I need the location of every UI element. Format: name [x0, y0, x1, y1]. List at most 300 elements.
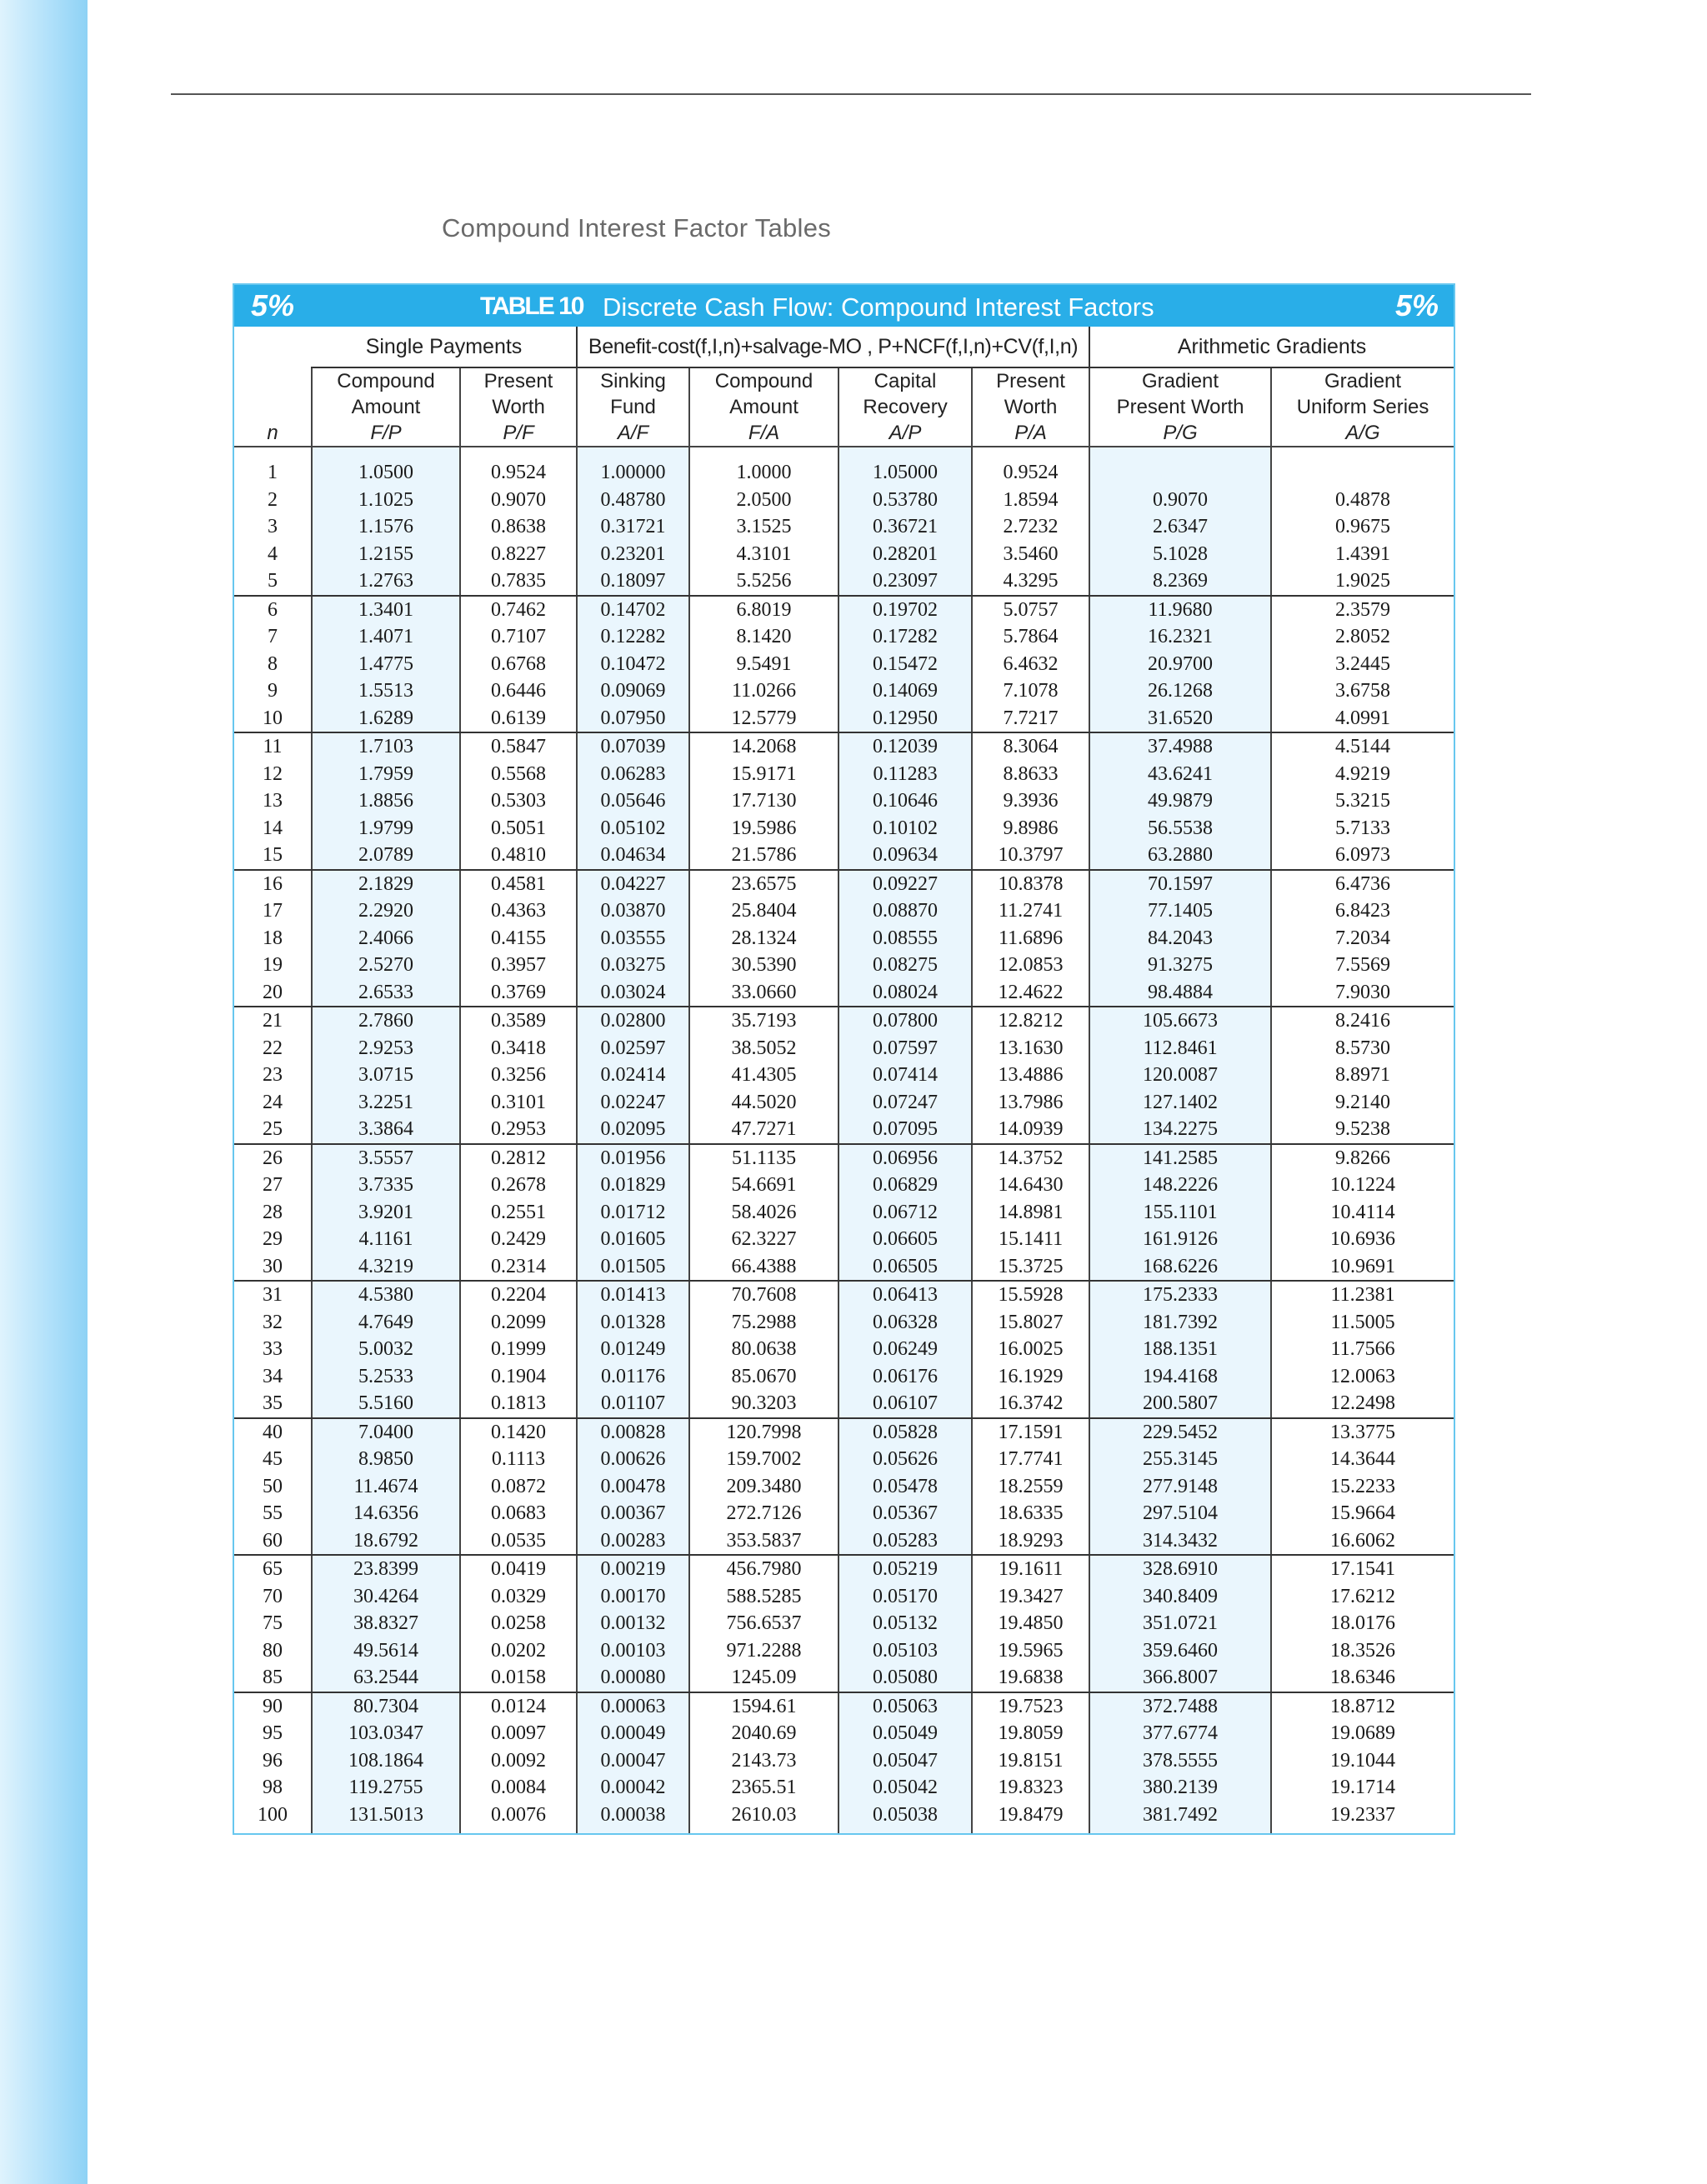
- table-row: [234, 1418, 1454, 1447]
- cell-pf: 0.4155: [460, 925, 577, 952]
- cell-fp: 103.0347: [312, 1720, 460, 1747]
- column-header-fp: [312, 367, 460, 447]
- table-row: [234, 1199, 1454, 1227]
- cell-pg: 161.9126: [1089, 1226, 1271, 1253]
- cell-pf: 0.6139: [460, 705, 577, 733]
- cell-pf: 0.0097: [460, 1720, 577, 1747]
- column-header-line1: Present: [483, 370, 553, 392]
- cell-pa: 15.1411: [972, 1226, 1089, 1253]
- cell-pg: 314.3432: [1089, 1527, 1271, 1556]
- cell-pa: 15.3725: [972, 1253, 1089, 1282]
- cell-fp: 1.9799: [312, 815, 460, 842]
- cell-pg: 63.2880: [1089, 842, 1271, 870]
- cell-ap: 0.06176: [838, 1363, 972, 1391]
- cell-ag: 19.1714: [1330, 1777, 1396, 1798]
- cell-af: 0.00047: [577, 1747, 689, 1775]
- cell-ag: 11.2381: [1330, 1284, 1395, 1306]
- cell-pg: 380.2139: [1089, 1774, 1271, 1802]
- cell-ag: 4.5144: [1335, 736, 1391, 757]
- cell-pg: 91.3275: [1089, 952, 1271, 979]
- cell-fp: 30.4264: [312, 1583, 460, 1611]
- column-header-fa: [689, 367, 838, 447]
- cell-pg: 277.9148: [1089, 1473, 1271, 1501]
- column-header-line2: Worth: [1004, 396, 1058, 418]
- cell-af: 0.01107: [577, 1390, 689, 1418]
- cell-fa: 209.3480: [689, 1473, 838, 1501]
- cell-pg: 5.1028: [1089, 541, 1271, 568]
- cell-fp: 1.4071: [312, 623, 460, 651]
- cell-ag: 9.2140: [1335, 1091, 1391, 1113]
- cell-ag: 19.2337: [1330, 1803, 1396, 1826]
- cell-pa: 7.7217: [972, 705, 1089, 733]
- page-edge-stripe: [0, 0, 88, 2184]
- cell-n: 45: [234, 1446, 312, 1473]
- cell-pg: 134.2275: [1089, 1116, 1271, 1144]
- cell-fp: 1.7103: [312, 732, 460, 761]
- cell-fp: 7.0400: [312, 1418, 460, 1447]
- cell-fp: 1.2763: [312, 567, 460, 596]
- cell-n: 11: [234, 732, 312, 761]
- cell-pf: 0.5847: [460, 732, 577, 761]
- column-symbol: A/P: [889, 422, 922, 444]
- cell-pf: 0.0683: [460, 1500, 577, 1527]
- column-header-line1: Present: [996, 370, 1065, 392]
- cell-pf: 0.9070: [460, 487, 577, 514]
- cell-ap: 0.06328: [838, 1309, 972, 1337]
- cell-ap: 0.06413: [838, 1281, 972, 1309]
- cell-af: 0.01176: [577, 1363, 689, 1391]
- cell-ap: 0.05626: [838, 1446, 972, 1473]
- cell-pg: 49.9879: [1089, 787, 1271, 815]
- cell-ap: 0.06829: [838, 1172, 972, 1199]
- cell-pf: 0.3256: [460, 1062, 577, 1089]
- cell-ap: 0.05132: [838, 1610, 972, 1637]
- table-row: [234, 1309, 1454, 1337]
- table-row: [234, 1774, 1454, 1802]
- cell-ag: 17.1541: [1330, 1558, 1396, 1580]
- cell-pa: 8.3064: [972, 732, 1089, 761]
- column-header-line2: Fund: [610, 396, 656, 418]
- table-row: [234, 1555, 1454, 1583]
- cell-ag: 0.9675: [1335, 516, 1391, 537]
- cell-ap: 0.05170: [838, 1583, 972, 1611]
- column-header-ag: [1271, 367, 1454, 447]
- column-header-line1: Capital: [874, 370, 937, 392]
- cell-pf: 0.5303: [460, 787, 577, 815]
- cell-ap: 0.36721: [838, 513, 972, 541]
- cell-ag: 1.9025: [1271, 567, 1454, 596]
- cell-n: 12: [234, 761, 312, 788]
- cell-fp: 3.0715: [312, 1062, 460, 1089]
- cell-fa: 47.7271: [689, 1116, 838, 1144]
- cell-pa: 9.8986: [972, 815, 1089, 842]
- cell-n: 5: [234, 567, 312, 596]
- cell-ag: 10.4114: [1330, 1201, 1395, 1223]
- table-row: [234, 1226, 1454, 1253]
- cell-pf: 0.0329: [460, 1583, 577, 1611]
- cell-pf: 0.2812: [460, 1144, 577, 1172]
- cell-ap: 0.06107: [838, 1390, 972, 1418]
- cell-af: 0.03870: [577, 897, 689, 925]
- cell-fa: 41.4305: [689, 1062, 838, 1089]
- factor-table-frame: [233, 283, 1455, 1835]
- cell-n: 40: [234, 1418, 312, 1447]
- cell-fp: 1.1025: [312, 487, 460, 514]
- cell-af: 0.01249: [577, 1336, 689, 1363]
- cell-af: 0.10472: [577, 651, 689, 678]
- cell-fp: 5.5160: [312, 1390, 460, 1418]
- cell-pf: 0.6446: [460, 677, 577, 705]
- table-row: [234, 1664, 1454, 1692]
- cell-n: 24: [234, 1089, 312, 1117]
- cell-n: 100: [234, 1802, 312, 1834]
- cell-ag: 19.1044: [1330, 1749, 1396, 1772]
- cell-pf: 0.2551: [460, 1199, 577, 1227]
- cell-pf: 0.2314: [460, 1253, 577, 1282]
- cell-ag: 8.5730: [1335, 1037, 1391, 1059]
- cell-pg: 56.5538: [1089, 815, 1271, 842]
- cell-pf: 0.6768: [460, 651, 577, 678]
- cell-fa: 28.1324: [689, 925, 838, 952]
- cell-ag: 6.4736: [1335, 872, 1391, 895]
- table-row: [234, 1116, 1454, 1144]
- cell-ap: 0.07800: [838, 1007, 972, 1035]
- table-row: [234, 1747, 1454, 1775]
- cell-pf: 0.3418: [460, 1035, 577, 1062]
- cell-ap: 0.09227: [838, 870, 972, 898]
- table-row: [234, 1144, 1454, 1172]
- cell-fp: 3.9201: [312, 1199, 460, 1227]
- cell-pa: 10.3797: [972, 842, 1089, 870]
- cell-pf: 0.1813: [460, 1390, 577, 1418]
- column-header-line2: Worth: [492, 396, 545, 418]
- cell-fa: 35.7193: [689, 1007, 838, 1035]
- table-row: [234, 842, 1454, 870]
- cell-pf: 0.7107: [460, 623, 577, 651]
- cell-ag: 11.5005: [1330, 1311, 1395, 1333]
- cell-af: 0.48780: [577, 487, 689, 514]
- cell-pa: 6.4632: [972, 651, 1089, 678]
- cell-fp: 5.2533: [312, 1363, 460, 1391]
- cell-pg: 340.8409: [1089, 1583, 1271, 1611]
- cell-af: 0.00063: [577, 1692, 689, 1721]
- cell-af: 0.00219: [577, 1555, 689, 1583]
- cell-ap: 0.53780: [838, 487, 972, 514]
- cell-pa: 3.5460: [972, 541, 1089, 568]
- group-arithmetic-gradients: Arithmetic Gradients: [1089, 327, 1454, 367]
- cell-pa: 9.3936: [972, 787, 1089, 815]
- cell-ag: 18.8712: [1330, 1695, 1396, 1717]
- table-row: [234, 1281, 1454, 1309]
- cell-pg: 105.6673: [1089, 1007, 1271, 1035]
- cell-pa: 19.8059: [972, 1720, 1089, 1747]
- column-symbol: A/F: [617, 422, 649, 444]
- cell-pf: 0.0084: [460, 1774, 577, 1802]
- cell-ap: 0.07414: [838, 1062, 972, 1089]
- cell-pg: 188.1351: [1089, 1336, 1271, 1363]
- cell-ag: 4.9219: [1335, 762, 1391, 785]
- cell-ag: 8.2416: [1335, 1010, 1391, 1032]
- group-benefit-cost: Benefit-cost(f,I,n)+salvage-MO , P+NCF(f,I,n)+CV(f,I,n): [577, 327, 1089, 367]
- cell-ap: 0.07247: [838, 1089, 972, 1117]
- cell-ag: 10.9691: [1271, 1253, 1454, 1282]
- cell-ap: 0.05080: [838, 1664, 972, 1692]
- running-head: Compound Interest Factor Tables: [442, 213, 832, 242]
- cell-ag: 7.9030: [1271, 979, 1454, 1007]
- table-row: [234, 447, 1454, 487]
- cell-ap: 0.14069: [838, 677, 972, 705]
- table-row: [234, 1583, 1454, 1611]
- cell-fa: 58.4026: [689, 1199, 838, 1227]
- cell-n: 14: [234, 815, 312, 842]
- cell-n: 70: [234, 1583, 312, 1611]
- cell-ag: 7.2034: [1335, 927, 1391, 949]
- table-row: [234, 925, 1454, 952]
- cell-pa: 19.6838: [972, 1664, 1089, 1692]
- cell-fp: 4.5380: [312, 1281, 460, 1309]
- cell-fa: 51.1135: [689, 1144, 838, 1172]
- cell-pa: 4.3295: [972, 567, 1089, 596]
- table-number: TABLE 10: [480, 292, 583, 320]
- cell-fp: 49.5614: [312, 1637, 460, 1665]
- cell-ap: 0.05103: [838, 1637, 972, 1665]
- cell-af: 0.09069: [577, 677, 689, 705]
- cell-af: 0.05102: [577, 815, 689, 842]
- cell-n: 1: [234, 447, 312, 487]
- cell-pg: 8.2369: [1089, 567, 1271, 596]
- column-symbol: F/A: [748, 422, 780, 444]
- cell-af: 0.02597: [577, 1035, 689, 1062]
- cell-pg: 0.9070: [1089, 487, 1271, 514]
- cell-pf: 0.5051: [460, 815, 577, 842]
- cell-n: 22: [234, 1035, 312, 1062]
- table-row: [234, 732, 1454, 761]
- cell-ag: 18.0176: [1330, 1612, 1396, 1634]
- table-row: [234, 487, 1454, 514]
- cell-n: 26: [234, 1144, 312, 1172]
- cell-af: 0.02247: [577, 1089, 689, 1117]
- cell-ag: 12.2498: [1271, 1390, 1454, 1418]
- cell-n: 65: [234, 1555, 312, 1583]
- cell-pa: 13.4886: [972, 1062, 1089, 1089]
- cell-af: 0.00049: [577, 1720, 689, 1747]
- cell-fa: 1245.09: [689, 1664, 838, 1692]
- cell-fp: 1.7959: [312, 761, 460, 788]
- cell-pf: 0.8227: [460, 541, 577, 568]
- column-header-line1: Gradient: [1324, 370, 1402, 392]
- cell-fp: 8.9850: [312, 1446, 460, 1473]
- cell-pg: 378.5555: [1089, 1747, 1271, 1775]
- cell-fa: 2365.51: [689, 1774, 838, 1802]
- cell-pa: 16.1929: [972, 1363, 1089, 1391]
- compound-interest-table: [234, 327, 1454, 1833]
- cell-pf: 0.2678: [460, 1172, 577, 1199]
- cell-ag: 19.0689: [1330, 1722, 1396, 1744]
- cell-pf: 0.0092: [460, 1747, 577, 1775]
- cell-pf: 0.0202: [460, 1637, 577, 1665]
- cell-fa: 19.5986: [689, 815, 838, 842]
- cell-pf: 0.1999: [460, 1336, 577, 1363]
- table-body: [234, 447, 1454, 1833]
- column-header-n: [234, 367, 312, 447]
- cell-n: 98: [234, 1774, 312, 1802]
- cell-fa: 159.7002: [689, 1446, 838, 1473]
- cell-fa: 1.0000: [689, 447, 838, 487]
- cell-fa: 44.5020: [689, 1089, 838, 1117]
- cell-fa: 85.0670: [689, 1363, 838, 1391]
- cell-ap: 0.08024: [838, 979, 972, 1007]
- cell-ap: 0.10102: [838, 815, 972, 842]
- cell-pa: 13.7986: [972, 1089, 1089, 1117]
- cell-fa: 14.2068: [689, 732, 838, 761]
- cell-fa: 11.0266: [689, 677, 838, 705]
- cell-fp: 3.7335: [312, 1172, 460, 1199]
- cell-ap: 0.28201: [838, 541, 972, 568]
- cell-fa: 75.2988: [689, 1309, 838, 1337]
- cell-pg: 328.6910: [1089, 1555, 1271, 1583]
- cell-pg: 77.1405: [1089, 897, 1271, 925]
- cell-af: 0.07950: [577, 705, 689, 733]
- cell-pg: 112.8461: [1089, 1035, 1271, 1062]
- cell-fa: 6.8019: [689, 596, 838, 624]
- cell-pa: 19.1611: [972, 1555, 1089, 1583]
- column-header-line2: Recovery: [863, 396, 948, 418]
- cell-ag: 15.2233: [1330, 1475, 1396, 1497]
- cell-ap: 0.05828: [838, 1418, 972, 1447]
- table-row: [234, 1253, 1454, 1282]
- cell-pf: 0.1420: [460, 1418, 577, 1447]
- cell-ap: 0.05047: [838, 1747, 972, 1775]
- table-row: [234, 1035, 1454, 1062]
- cell-pg: 120.0087: [1089, 1062, 1271, 1089]
- cell-af: 0.01829: [577, 1172, 689, 1199]
- cell-pg: 26.1268: [1089, 677, 1271, 705]
- cell-fa: 38.5052: [689, 1035, 838, 1062]
- cell-n: 9: [234, 677, 312, 705]
- cell-ag: 10.1224: [1330, 1174, 1396, 1196]
- cell-fa: 8.1420: [689, 623, 838, 651]
- cell-af: 0.31721: [577, 513, 689, 541]
- cell-fp: 18.6792: [312, 1527, 460, 1556]
- cell-ag: 9.5238: [1271, 1116, 1454, 1144]
- cell-pg: 372.7488: [1089, 1692, 1271, 1721]
- cell-af: 0.00283: [577, 1527, 689, 1556]
- cell-af: 0.01328: [577, 1309, 689, 1337]
- group-single-payments: Single Payments: [312, 327, 577, 367]
- cell-fa: 353.5837: [689, 1527, 838, 1556]
- cell-ap: 1.05000: [838, 447, 972, 487]
- cell-af: 0.00626: [577, 1446, 689, 1473]
- cell-ag: 8.8971: [1335, 1064, 1391, 1086]
- cell-pf: 0.4810: [460, 842, 577, 870]
- cell-ag: 7.5569: [1335, 954, 1391, 976]
- cell-n: 25: [234, 1116, 312, 1144]
- cell-ag: 3.6758: [1335, 680, 1391, 702]
- cell-pf: 0.7835: [460, 567, 577, 596]
- table-row: [234, 1390, 1454, 1418]
- cell-fa: 5.5256: [689, 567, 838, 596]
- cell-af: 0.02414: [577, 1062, 689, 1089]
- cell-af: 0.05646: [577, 787, 689, 815]
- cell-pf: 0.1904: [460, 1363, 577, 1391]
- cell-fp: 1.3401: [312, 596, 460, 624]
- table-row: [234, 705, 1454, 733]
- cell-pg: 148.2226: [1089, 1172, 1271, 1199]
- cell-ag: 2.3579: [1335, 598, 1391, 621]
- cell-pa: 15.8027: [972, 1309, 1089, 1337]
- column-header-line2: Amount: [729, 396, 798, 418]
- cell-n: 31: [234, 1281, 312, 1309]
- cell-ag: 11.7566: [1330, 1338, 1395, 1360]
- column-symbol: P/A: [1014, 422, 1047, 444]
- cell-pa: 14.3752: [972, 1144, 1089, 1172]
- column-header-pf: [460, 367, 577, 447]
- cell-ap: 0.12039: [838, 732, 972, 761]
- cell-n: 85: [234, 1664, 312, 1692]
- column-symbol: A/G: [1345, 422, 1380, 444]
- cell-pg: [1089, 447, 1271, 487]
- column-symbol: P/G: [1163, 422, 1198, 444]
- cell-ag: 5.3215: [1335, 790, 1391, 812]
- column-header-ap: [838, 367, 972, 447]
- cell-pg: 351.0721: [1089, 1610, 1271, 1637]
- cell-fa: 588.5285: [689, 1583, 838, 1611]
- cell-ag: 9.8266: [1335, 1147, 1391, 1169]
- cell-pa: 19.8323: [972, 1774, 1089, 1802]
- cell-pg: 2.6347: [1089, 513, 1271, 541]
- table-row: [234, 870, 1454, 898]
- cell-pf: 0.0124: [460, 1692, 577, 1721]
- cell-n: 60: [234, 1527, 312, 1556]
- cell-pg: 181.7392: [1089, 1309, 1271, 1337]
- cell-fp: 2.1829: [312, 870, 460, 898]
- cell-fa: 2.0500: [689, 487, 838, 514]
- cell-n: 4: [234, 541, 312, 568]
- cell-pa: 8.8633: [972, 761, 1089, 788]
- column-header-line1: Compound: [337, 370, 435, 392]
- cell-pg: 31.6520: [1089, 705, 1271, 733]
- cell-pg: 16.2321: [1089, 623, 1271, 651]
- cell-af: 0.04227: [577, 870, 689, 898]
- cell-ap: 0.08870: [838, 897, 972, 925]
- cell-ag: 15.9664: [1330, 1502, 1396, 1524]
- cell-ag: 13.3775: [1330, 1421, 1396, 1443]
- cell-pa: 15.5928: [972, 1281, 1089, 1309]
- cell-pa: 19.8151: [972, 1747, 1089, 1775]
- cell-pg: 70.1597: [1089, 870, 1271, 898]
- cell-pf: 0.3769: [460, 979, 577, 1007]
- cell-af: 0.01712: [577, 1199, 689, 1227]
- table-row: [234, 1637, 1454, 1665]
- cell-n: 17: [234, 897, 312, 925]
- cell-pg: 255.3145: [1089, 1446, 1271, 1473]
- column-symbol: P/F: [503, 422, 534, 444]
- cell-n: 16: [234, 870, 312, 898]
- cell-fp: 1.1576: [312, 513, 460, 541]
- cell-pf: 0.3101: [460, 1089, 577, 1117]
- cell-pa: 5.7864: [972, 623, 1089, 651]
- cell-n: 95: [234, 1720, 312, 1747]
- cell-af: 0.02095: [577, 1116, 689, 1144]
- cell-pg: 37.4988: [1089, 732, 1271, 761]
- cell-pf: 0.3589: [460, 1007, 577, 1035]
- cell-n: 27: [234, 1172, 312, 1199]
- cell-fa: 90.3203: [689, 1390, 838, 1418]
- cell-fp: 23.8399: [312, 1555, 460, 1583]
- table-row: [234, 815, 1454, 842]
- cell-fp: 2.4066: [312, 925, 460, 952]
- cell-fa: 70.7608: [689, 1281, 838, 1309]
